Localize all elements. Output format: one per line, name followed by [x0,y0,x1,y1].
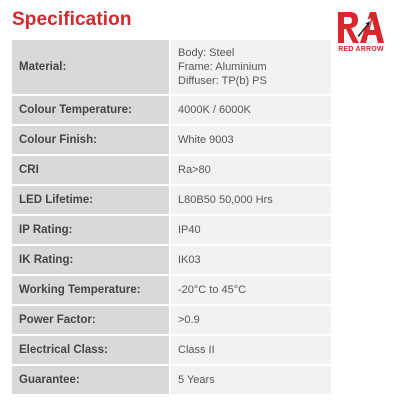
spec-value: Ra>80 [170,155,331,185]
spec-row-material [12,40,331,95]
spec-value: Class II [170,335,331,365]
spec-value: L80B50 50,000 Hrs [170,185,331,215]
spec-row-ik-rating [12,245,331,275]
spec-value: IP40 [170,215,331,245]
spec-value-line: Body: Steel [178,47,235,59]
spec-value: IK03 [170,245,331,275]
page-title: Specification [12,9,132,30]
spec-row-cri [12,155,331,185]
spec-row-colour-temperature [12,95,331,125]
spec-value-line: Diffuser: TP(b) PS [178,75,267,87]
spec-label: Electrical Class: [12,335,170,365]
spec-label: Colour Temperature: [12,95,170,125]
spec-label: CRI [12,155,170,185]
red-arrow-logo-icon [335,9,385,45]
spec-row-electrical-class [12,335,331,365]
spec-row-led-lifetime [12,185,331,215]
spec-value: -20°C to 45°C [170,275,331,305]
spec-value: >0.9 [170,305,331,335]
spec-row-ip-rating [12,215,331,245]
spec-label: LED Lifetime: [12,185,170,215]
spec-value: 4000K / 6000K [170,95,331,125]
spec-value [170,40,331,95]
spec-value: 5 Years [170,365,331,395]
spec-label: IP Rating: [12,215,170,245]
spec-label: Guarantee: [12,365,170,395]
spec-label: Colour Finish: [12,125,170,155]
spec-row-guarantee [12,365,331,395]
red-arrow-logo [334,9,388,59]
logo-brand-text: RED ARROW [338,46,384,53]
spec-row-colour-finish [12,125,331,155]
spec-label: Working Temperature: [12,275,170,305]
specification-table [12,40,331,396]
spec-label: Material: [12,40,170,95]
spec-value-line: Frame: Aluminium [178,61,267,73]
spec-label: IK Rating: [12,245,170,275]
spec-row-working-temperature [12,275,331,305]
spec-label: Power Factor: [12,305,170,335]
spec-row-power-factor [12,305,331,335]
spec-value: White 9003 [170,125,331,155]
